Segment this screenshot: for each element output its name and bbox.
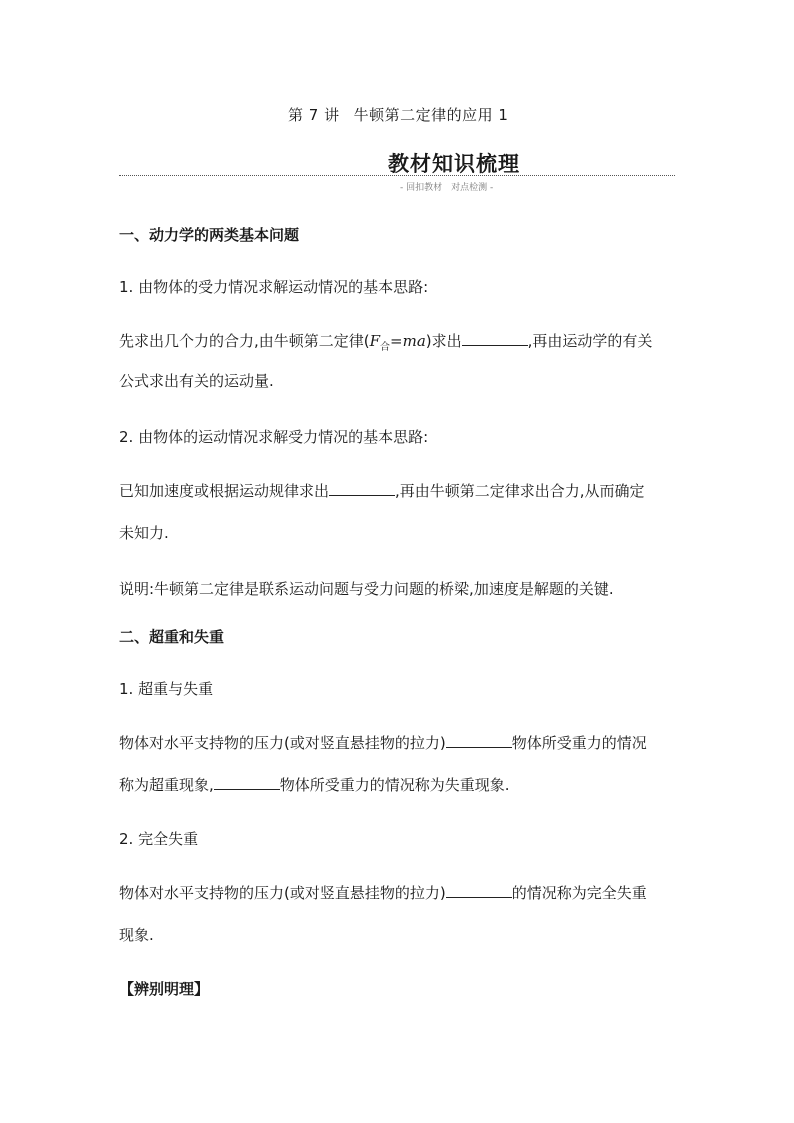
section1-heading: 一、动力学的两类基本问题	[119, 226, 300, 244]
fill-blank[interactable]	[446, 735, 512, 748]
section1-item2-text-line1	[119, 480, 645, 501]
section2-item1-text-line2	[119, 774, 510, 795]
section1-item1-text-line2: 公式求出有关的运动量.	[119, 372, 274, 390]
text-fragment: 物体对水平支持物的压力(或对竖直悬挂物的拉力)	[119, 884, 446, 902]
discrimination-heading: 【辨别明理】	[119, 980, 210, 998]
formula-subscript: 合	[380, 342, 391, 353]
fill-blank[interactable]	[462, 333, 528, 346]
section1-item1-text-line1	[119, 330, 652, 353]
section2-item2-text-line2: 现象.	[119, 926, 154, 944]
newton-formula	[369, 332, 426, 353]
section2-item1-text-line1	[119, 732, 647, 753]
text-fragment: )求出	[425, 332, 462, 350]
text-fragment: 先求出几个力的合力,由牛顿第二定律(	[119, 332, 370, 350]
text-fragment: 物体所受重力的情况	[511, 734, 647, 752]
text-fragment: ,再由牛顿第二定律求出合力,从而确定	[395, 482, 645, 500]
section2-item1-title: 1. 超重与失重	[119, 680, 214, 698]
section1-item2-title: 2. 由物体的运动情况求解受力情况的基本思路:	[119, 428, 429, 446]
section2-item2-text-line1	[119, 882, 647, 903]
lesson-title: 牛顿第二定律的应用 1	[353, 106, 509, 124]
formula-rest: =ma	[390, 332, 426, 350]
section-banner-title: 教材知识梳理	[388, 152, 520, 176]
fill-blank[interactable]	[329, 483, 395, 496]
lesson-number: 第 7 讲	[288, 106, 340, 124]
section1-item2-text-line2: 未知力.	[119, 524, 169, 542]
text-fragment: 称为超重现象,	[119, 776, 214, 794]
text-fragment: ,再由运动学的有关	[527, 332, 653, 350]
section-banner-subtitle: - 回扣教材 对点检测 -	[400, 183, 494, 193]
text-fragment: 物体所受重力的情况称为失重现象.	[279, 776, 510, 794]
formula-f: F	[369, 332, 381, 350]
banner-divider	[119, 175, 675, 176]
text-fragment: 的情况称为完全失重	[511, 884, 647, 902]
section2-item2-title: 2. 完全失重	[119, 830, 199, 848]
fill-blank[interactable]	[446, 885, 512, 898]
fill-blank[interactable]	[214, 777, 280, 790]
section2-heading: 二、超重和失重	[119, 628, 225, 646]
section1-note: 说明:牛顿第二定律是联系运动问题与受力问题的桥梁,加速度是解题的关键.	[119, 580, 614, 598]
text-fragment: 物体对水平支持物的压力(或对竖直悬挂物的拉力)	[119, 734, 446, 752]
section1-item1-title: 1. 由物体的受力情况求解运动情况的基本思路:	[119, 278, 429, 296]
text-fragment: 已知加速度或根据运动规律求出	[119, 482, 330, 500]
page-title	[288, 104, 508, 125]
